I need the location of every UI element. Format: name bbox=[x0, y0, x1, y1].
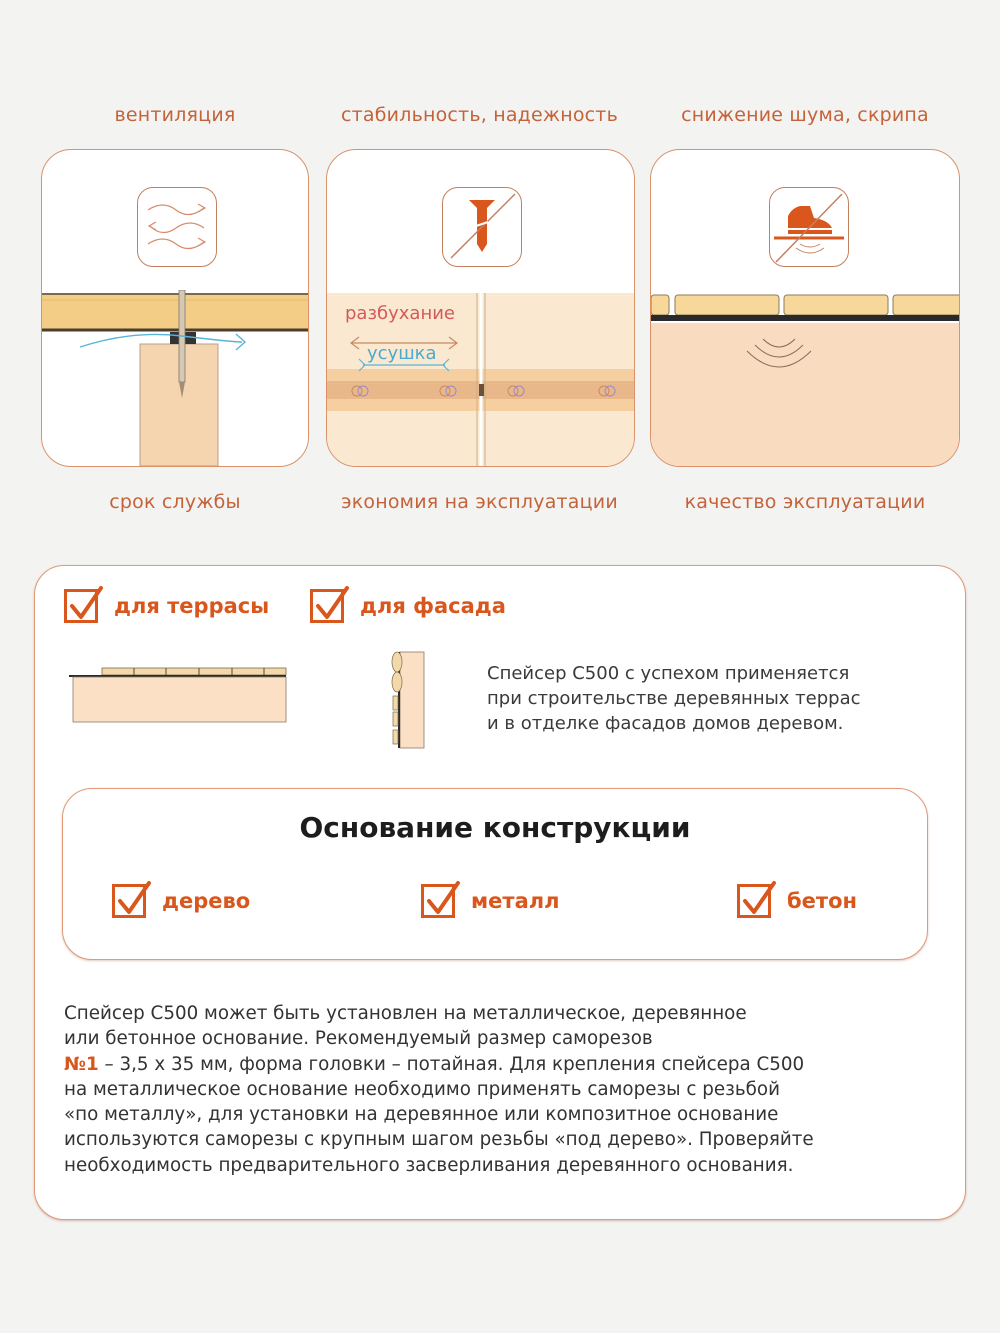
decking-ventilation-illustration bbox=[42, 290, 308, 466]
installation-info-text bbox=[64, 1001, 944, 1178]
checkbox-checked-icon bbox=[112, 884, 146, 918]
usage-description-line: при строительстве деревянных террас bbox=[487, 688, 861, 709]
checkbox-checked-icon bbox=[64, 589, 98, 623]
info-line-text: – 3,5 х 35 мм, форма головки – потайная. Для крепления спейсера С500 bbox=[104, 1053, 805, 1075]
checkbox-checked-icon bbox=[310, 589, 344, 623]
base-option-concrete-label: бетон bbox=[787, 889, 858, 913]
base-option-concrete bbox=[737, 884, 857, 918]
info-line bbox=[64, 1052, 944, 1077]
info-line: используются саморезы с крупным шагом резьбы «под дерево». Проверяйте bbox=[64, 1129, 814, 1151]
caption-stability: стабильность, надежность bbox=[341, 104, 618, 126]
feature-card-stability bbox=[326, 149, 635, 467]
caption-economy: экономия на эксплуатации bbox=[341, 491, 618, 513]
terrace-section-illustration bbox=[66, 664, 288, 726]
caption-quality: качество эксплуатации bbox=[684, 491, 926, 513]
facade-section-illustration bbox=[390, 648, 426, 750]
feature-card-ventilation bbox=[41, 149, 309, 467]
checkbox-checked-icon bbox=[421, 884, 455, 918]
check-terrace-label: для террасы bbox=[114, 594, 270, 618]
info-line: необходимость предварительного засверливания деревянного основания. bbox=[64, 1154, 794, 1176]
base-option-wood bbox=[112, 884, 250, 918]
no-squeak-shoe-icon bbox=[769, 187, 849, 267]
caption-lifespan: срок службы bbox=[109, 491, 241, 513]
base-option-metal bbox=[421, 884, 560, 918]
screw-number-highlight: №1 bbox=[64, 1053, 99, 1075]
usage-description-line: Спейсер С500 с успехом применяется bbox=[487, 663, 850, 684]
caption-noise: снижение шума, скрипа bbox=[681, 104, 929, 126]
no-screw-icon bbox=[442, 187, 522, 267]
base-title: Основание конструкции bbox=[299, 811, 691, 844]
info-line: «по металлу», для установки на деревянное или композитное основание bbox=[64, 1104, 779, 1126]
airflow-icon bbox=[137, 187, 217, 267]
check-facade-label: для фасада bbox=[360, 594, 506, 618]
check-facade bbox=[310, 589, 506, 623]
base-construction-panel bbox=[62, 788, 928, 960]
checkbox-checked-icon bbox=[737, 884, 771, 918]
info-line: или бетонное основание. Рекомендуемый размер саморезов bbox=[64, 1028, 653, 1050]
swelling-label: разбухание bbox=[345, 303, 456, 324]
usage-description-line: и в отделке фасадов домов деревом. bbox=[487, 713, 844, 734]
base-option-wood-label: дерево bbox=[162, 889, 251, 913]
info-line: Спейсер С500 может быть установлен на металлическое, деревянное bbox=[64, 1003, 747, 1024]
caption-ventilation: вентиляция bbox=[114, 104, 236, 126]
usage-description bbox=[487, 661, 861, 736]
info-line: на металлическое основание необходимо применять саморезы с резьбой bbox=[64, 1078, 780, 1100]
check-terrace bbox=[64, 589, 269, 623]
base-option-metal-label: металл bbox=[471, 889, 560, 913]
noise-reduction-illustration bbox=[651, 293, 959, 466]
shrinkage-label: усушка bbox=[367, 343, 437, 364]
feature-card-noise bbox=[650, 149, 960, 467]
